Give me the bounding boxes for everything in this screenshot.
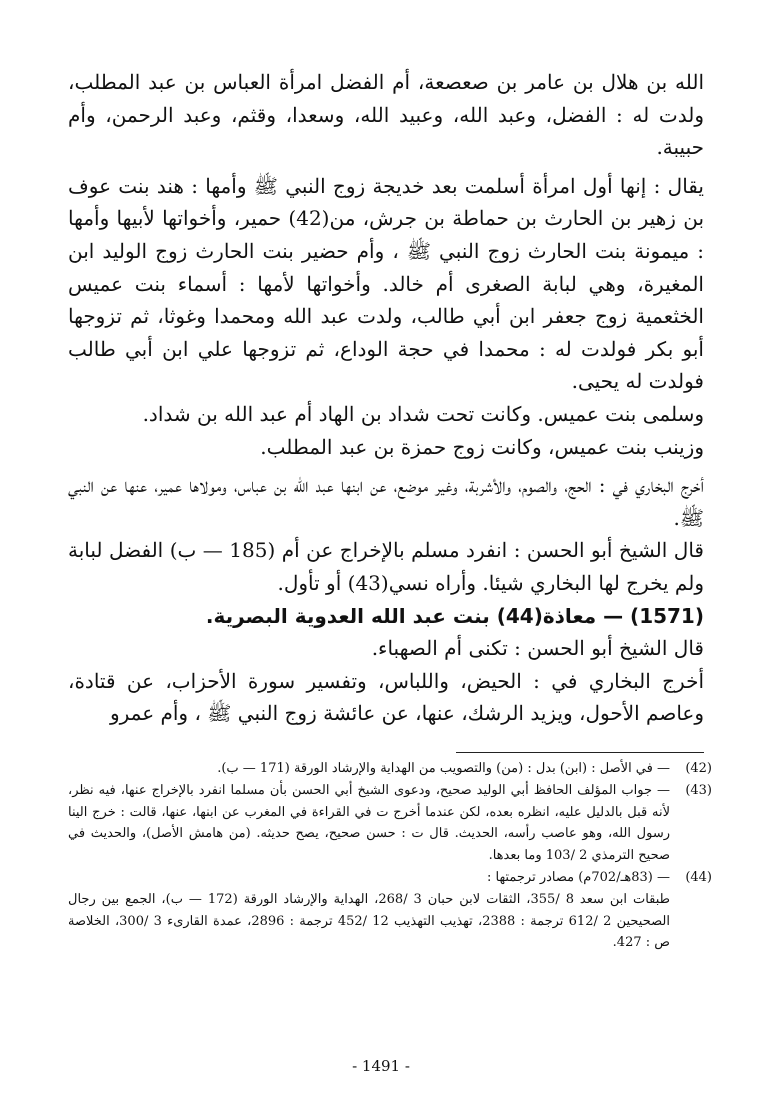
paragraph: أخرج البخاري في : الحج، والصوم، والأشربة، وغير موضع، عن ابنها عبد الله بن عباس، ومولاها عمير، عنها عن النبي ﷺ.	[68, 473, 704, 530]
paragraph: وزينب بنت عميس، وكانت زوج حمزة بن عبد المطلب.	[260, 434, 704, 459]
paragraph: قال الشيخ أبو الحسن : تكنى أم الصهباء.	[371, 636, 704, 661]
main-text	[68, 66, 704, 730]
footnote-number: (44)	[685, 869, 712, 885]
footnote-text: — في الأصل : (ابن) بدل : (من) والتصويب من الهداية والإرشاد الورقة (171 — ب).	[217, 761, 670, 776]
footnote	[68, 758, 712, 780]
footnote-divider	[456, 752, 704, 753]
footnote	[68, 780, 712, 867]
footnote-text: — جواب المؤلف الحافظ أبي الوليد صحيح، ودعوى الشيخ أبي الحسن بأن مسلما انفرد بالإخراج عنها، فيه نظر، لأنه قبل بالدليل عليه، انظره بعده، لكن عندما أخرج ت في القراءة في المغرب عن ابنها، عنها، قالت : خرج الينا رسول الله، وهو عاصب رأسه، الحديث. قال ت : حسن صحيح، يصح حديثه. (من هامش الأصل)، والحديث في صحيح الترمذي 2 /103 وما بعدها.	[68, 782, 670, 864]
paragraph: أخرج البخاري في : الحيض، واللباس، وتفسير سورة الأحزاب، عن قتادة، وعاصم الأحول، ويزيد الرشك، عنها، عن عائشة زوج النبي ﷺ ، وأم عمرو	[68, 668, 704, 726]
footnote	[68, 867, 712, 954]
footnotes	[68, 758, 712, 954]
footnote-text: — (83هـ/702م) مصادر ترجمتها :	[486, 869, 670, 885]
footnote-number: (42)	[685, 761, 712, 776]
paragraph: وسلمى بنت عميس. وكانت تحت شداد بن الهاد أم عبد الله بن شداد.	[142, 401, 704, 426]
paragraph: الله بن هلال بن عامر بن صعصعة، أم الفضل امرأة العباس بن عبد المطلب، ولدت له : الفضل، وعبد الله، وعبيد الله، وسعدا، وقثم، وعبد الرحمن، وأم حبيبة.	[68, 70, 704, 160]
entry-heading: (1571) — معاذة(44) بنت عبد الله العدوية البصرية.	[205, 603, 704, 628]
footnote-text: طبقات ابن سعد 8 /355، الثقات لابن حبان 3 /268، الهداية والإرشاد الورقة (172 — ب)، الجمع بين رجال الصحيحين 2 /612 ترجمة : 2388، تهذيب التهذيب 12 /452 ترجمة : 2896، عمدة القارىء 3 /300، الخلاصة ص : 427.	[68, 891, 670, 951]
paragraph: يقال : إنها أول امرأة أسلمت بعد خديجة زوج النبي ﷺ وأمها : هند بنت عوف بن زهير بن الحارث بن حماطة بن جرش، من(42) حمير، وأخواتها لأبيها وأمها : ميمونة بنت الحارث زوج النبي ﷺ ، وأم حضير بنت الحارث زوج الوليد ابن المغيرة، وهي لبابة الصغرى أم خالد. وأخواتها لأمها : أسماء بنت عميس الخثعمية زوج جعفر ابن أبي طالب، ولدت عبد الله ومحمدا وغوثا، ثم تزوجها أبو بكر فولدت له : محمدا في حجة الوداع، ثم تزوجها علي ابن أبي طالب فولدت له يحيى.	[68, 173, 705, 394]
paragraph: قال الشيخ أبو الحسن : انفرد مسلم بالإخراج عن أم (185 — ب) الفضل لبابة ولم يخرج لها البخاري شيئا. وأراه نسي(43) أو تأول.	[68, 538, 704, 595]
page-number: - 1491 -	[352, 1057, 410, 1075]
footnote-number: (43)	[685, 782, 712, 798]
